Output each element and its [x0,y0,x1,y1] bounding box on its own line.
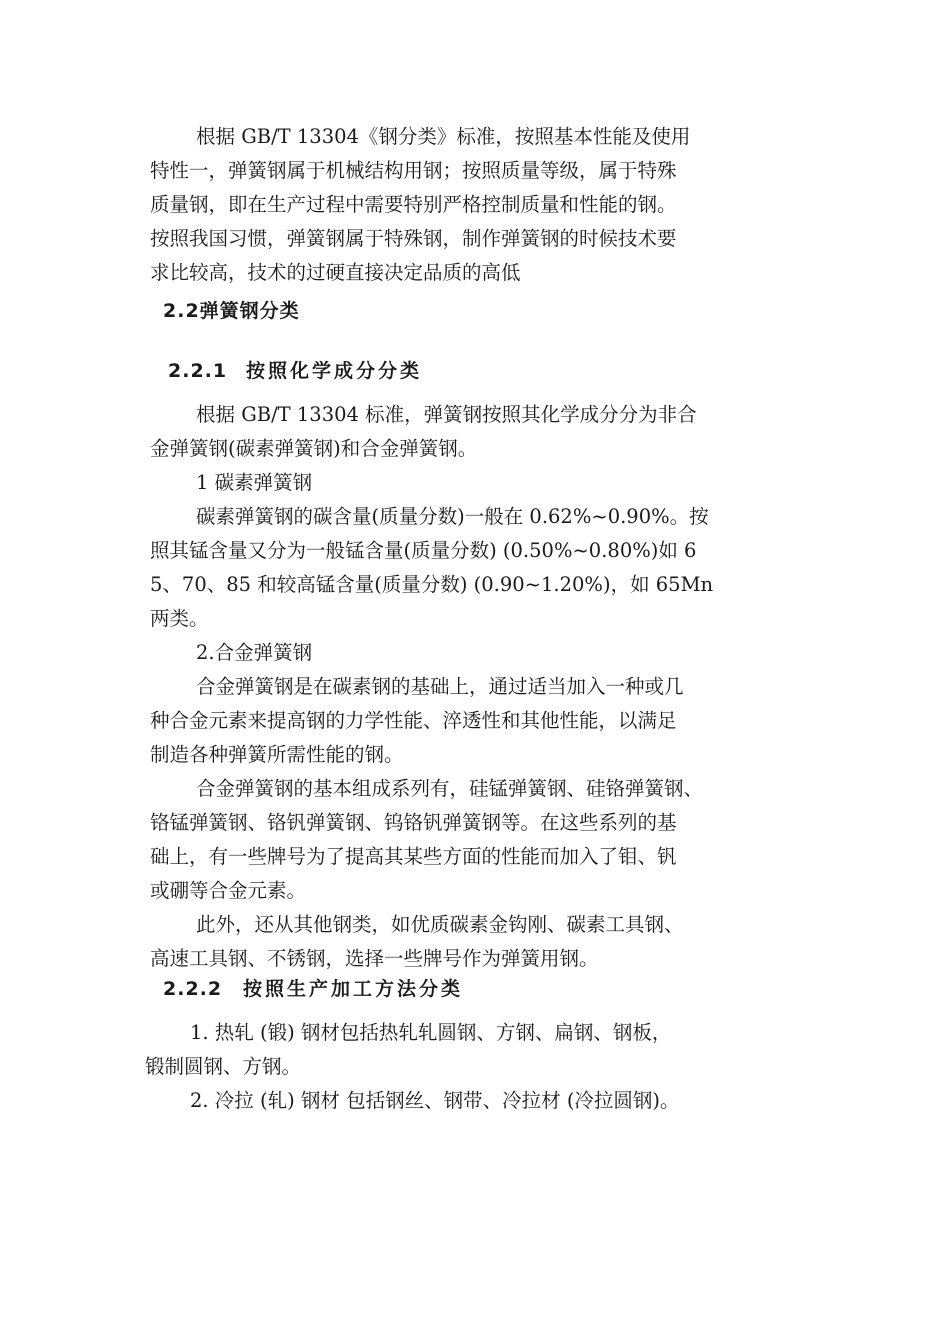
section-number-2-2-1: 2.2.1 [168,360,228,382]
paragraph-6-line: 此外，还从其他钢类，如优质碳素金钩刚、碳素工具钢、 [196,913,684,936]
paragraph-4-line: 种合金元素来提高钢的力学性能、淬透性和其他性能，以满足 [150,709,677,732]
paragraph-3-line: 照其锰含量又分为一般锰含量(质量分数) (0.50%~0.80%)如 6 [150,539,697,562]
paragraph-3-line: 两类。 [150,607,209,630]
paragraph-1-line: 质量钢，即在生产过程中需要特别严格控制质量和性能的钢。 [150,193,677,216]
paragraph-8-line: 2. 冷拉 (轧) 钢材 包括钢丝、钢带、冷拉材 (冷拉圆钢)。 [190,1089,680,1112]
paragraph-3-line: 碳素弹簧钢的碳含量(质量分数)一般在 0.62%~0.90%。按 [196,505,709,528]
item-1-title: 1 碳素弹簧钢 [196,471,313,494]
section-heading-2-2: 2.2弹簧钢分类 [163,300,300,322]
paragraph-4-line: 制造各种弹簧所需性能的钢。 [150,743,404,766]
paragraph-3-line: 5、70、85 和较高锰含量(质量分数) (0.90~1.20%)，如 65Mn [150,573,714,596]
paragraph-6-line: 高速工具钢、不锈钢，选择一些牌号作为弹簧用钢。 [150,947,599,970]
paragraph-2-line: 金弹簧钢(碳素弹簧钢)和合金弹簧钢。 [150,437,478,460]
paragraph-2-line: 根据 GB/T 13304 标准，弹簧钢按照其化学成分分为非合 [196,403,697,426]
section-number-2-2-2: 2.2.2 [163,978,223,1000]
paragraph-1-line: 求比较高，技术的过硬直接决定品质的高低 [150,261,521,284]
paragraph-7-line: 锻制圆钢、方钢。 [145,1055,302,1078]
item-2-title: 2.合金弹簧钢 [196,641,313,664]
paragraph-1-line: 按照我国习惯，弹簧钢属于特殊钢，制作弹簧钢的时候技术要 [150,227,677,250]
paragraph-5-line: 合金弹簧钢的基本组成系列有，硅锰弹簧钢、硅铬弹簧钢、 [196,777,704,800]
paragraph-5-line: 础上，有一些牌号为了提高其某些方面的性能而加入了钼、钒 [150,845,677,868]
paragraph-7-line: 1. 热轧 (锻) 钢材包括热轧轧圆钢、方钢、扁钢、钢板， [190,1021,672,1044]
paragraph-4-line: 合金弹簧钢是在碳素钢的基础上，通过适当加入一种或几 [196,675,684,698]
paragraph-1-line: 根据 GB/T 13304《钢分类》标准，按照基本性能及使用 [196,125,691,148]
paragraph-1-line: 特性一，弹簧钢属于机械结构用钢；按照质量等级，属于特殊 [150,159,677,182]
paragraph-5-line: 铬锰弹簧钢、铬钒弹簧钢、钨铬钒弹簧钢等。在这些系列的基 [150,811,677,834]
section-title-2-2-2: 按照生产加工方法分类 [243,978,464,1000]
section-title-2-2-1: 按照化学成分分类 [246,360,423,382]
paragraph-5-line: 或硼等合金元素。 [150,879,307,902]
